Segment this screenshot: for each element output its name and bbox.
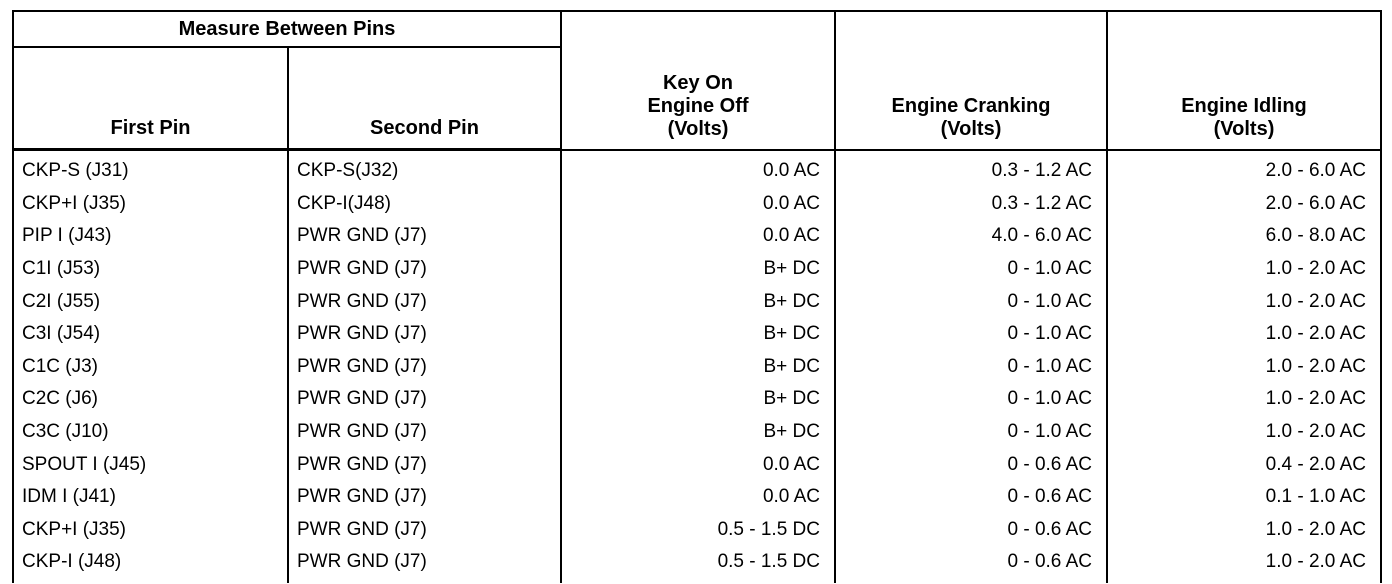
engine-cranking-cell: 0.3 - 1.2 AC (835, 188, 1107, 221)
engine-idling-cell: 1.0 - 2.0 AC (1107, 351, 1381, 384)
key-on-engine-off-cell: B+ DC (561, 253, 835, 286)
engine-idling-cell: 1.0 - 2.0 AC (1107, 416, 1381, 449)
table-row (13, 481, 1381, 514)
key-on-line2: Engine Off (647, 94, 749, 117)
second-pin-cell: PWR GND (J7) (288, 285, 561, 318)
table-row (13, 416, 1381, 449)
engine-idling-header (1107, 11, 1381, 150)
second-pin-cell: PWR GND (J7) (288, 546, 561, 583)
engine-idling-cell: 0.1 - 1.0 AC (1107, 481, 1381, 514)
engine-cranking-cell: 0.3 - 1.2 AC (835, 150, 1107, 188)
voltage-table (12, 10, 1382, 583)
engine-idling-cell: 2.0 - 6.0 AC (1107, 150, 1381, 188)
first-pin-cell: C3C (J10) (13, 416, 288, 449)
second-pin-cell: PWR GND (J7) (288, 253, 561, 286)
key-on-engine-off-cell: 0.0 AC (561, 481, 835, 514)
first-pin-cell: C3I (J54) (13, 318, 288, 351)
first-pin-cell: CKP+I (J35) (13, 188, 288, 221)
second-pin-cell: PWR GND (J7) (288, 481, 561, 514)
first-pin-cell: SPOUT I (J45) (13, 448, 288, 481)
key-on-line1: Key On (662, 71, 734, 94)
engine-cranking-cell: 0 - 1.0 AC (835, 383, 1107, 416)
table-row (13, 546, 1381, 583)
first-pin-cell: PIP I (J43) (13, 220, 288, 253)
first-pin-cell: C2C (J6) (13, 383, 288, 416)
first-pin-cell: IDM I (J41) (13, 481, 288, 514)
key-on-line3: (Volts) (667, 117, 729, 140)
engine-idling-cell: 6.0 - 8.0 AC (1107, 220, 1381, 253)
engine-idling-cell: 2.0 - 6.0 AC (1107, 188, 1381, 221)
second-pin-cell: PWR GND (J7) (288, 383, 561, 416)
engine-cranking-cell: 0 - 0.6 AC (835, 481, 1107, 514)
first-pin-cell: CKP-S (J31) (13, 150, 288, 188)
second-pin-cell: PWR GND (J7) (288, 514, 561, 547)
key-on-engine-off-cell: B+ DC (561, 318, 835, 351)
key-on-engine-off-cell: B+ DC (561, 285, 835, 318)
engine-cranking-cell: 0 - 1.0 AC (835, 351, 1107, 384)
table-row (13, 318, 1381, 351)
engine-cranking-header (835, 11, 1107, 150)
engine-cranking-cell: 0 - 1.0 AC (835, 318, 1107, 351)
first-pin-header: First Pin (13, 47, 288, 150)
engine-idling-cell: 1.0 - 2.0 AC (1107, 514, 1381, 547)
table-row (13, 448, 1381, 481)
key-on-engine-off-cell: 0.0 AC (561, 448, 835, 481)
key-on-engine-off-cell: B+ DC (561, 383, 835, 416)
second-pin-cell: PWR GND (J7) (288, 351, 561, 384)
first-pin-cell: C1C (J3) (13, 351, 288, 384)
table-row (13, 220, 1381, 253)
second-pin-cell: PWR GND (J7) (288, 448, 561, 481)
table-row (13, 285, 1381, 318)
table-row (13, 150, 1381, 188)
cranking-line1: Engine Cranking (891, 94, 1051, 117)
second-pin-cell: PWR GND (J7) (288, 416, 561, 449)
cranking-line2: (Volts) (940, 117, 1002, 140)
engine-idling-cell: 1.0 - 2.0 AC (1107, 546, 1381, 583)
measure-between-pins-header: Measure Between Pins (13, 11, 561, 47)
engine-idling-cell: 1.0 - 2.0 AC (1107, 285, 1381, 318)
key-on-engine-off-cell: 0.0 AC (561, 220, 835, 253)
engine-idling-cell: 1.0 - 2.0 AC (1107, 318, 1381, 351)
engine-cranking-cell: 0 - 1.0 AC (835, 253, 1107, 286)
key-on-engine-off-cell: 0.0 AC (561, 150, 835, 188)
engine-idling-cell: 1.0 - 2.0 AC (1107, 383, 1381, 416)
table-row (13, 514, 1381, 547)
engine-idling-cell: 1.0 - 2.0 AC (1107, 253, 1381, 286)
engine-cranking-cell: 4.0 - 6.0 AC (835, 220, 1107, 253)
engine-cranking-cell: 0 - 0.6 AC (835, 448, 1107, 481)
engine-idling-cell: 0.4 - 2.0 AC (1107, 448, 1381, 481)
table-row (13, 383, 1381, 416)
engine-cranking-cell: 0 - 0.6 AC (835, 514, 1107, 547)
idling-line1: Engine Idling (1181, 94, 1307, 117)
key-on-engine-off-cell: 0.5 - 1.5 DC (561, 514, 835, 547)
engine-cranking-cell: 0 - 0.6 AC (835, 546, 1107, 583)
second-pin-cell: CKP-S(J32) (288, 150, 561, 188)
engine-cranking-cell: 0 - 1.0 AC (835, 416, 1107, 449)
first-pin-cell: C2I (J55) (13, 285, 288, 318)
key-on-engine-off-cell: B+ DC (561, 351, 835, 384)
table-row (13, 351, 1381, 384)
key-on-engine-off-cell: 0.5 - 1.5 DC (561, 546, 835, 583)
first-pin-cell: C1I (J53) (13, 253, 288, 286)
second-pin-cell: PWR GND (J7) (288, 220, 561, 253)
second-pin-cell: CKP-I(J48) (288, 188, 561, 221)
key-on-engine-off-header (561, 11, 835, 150)
first-pin-cell: CKP-I (J48) (13, 546, 288, 583)
key-on-engine-off-cell: B+ DC (561, 416, 835, 449)
engine-cranking-cell: 0 - 1.0 AC (835, 285, 1107, 318)
second-pin-header: Second Pin (288, 47, 561, 150)
idling-line2: (Volts) (1213, 117, 1275, 140)
key-on-engine-off-cell: 0.0 AC (561, 188, 835, 221)
second-pin-cell: PWR GND (J7) (288, 318, 561, 351)
first-pin-cell: CKP+I (J35) (13, 514, 288, 547)
table-row (13, 253, 1381, 286)
table-row (13, 188, 1381, 221)
